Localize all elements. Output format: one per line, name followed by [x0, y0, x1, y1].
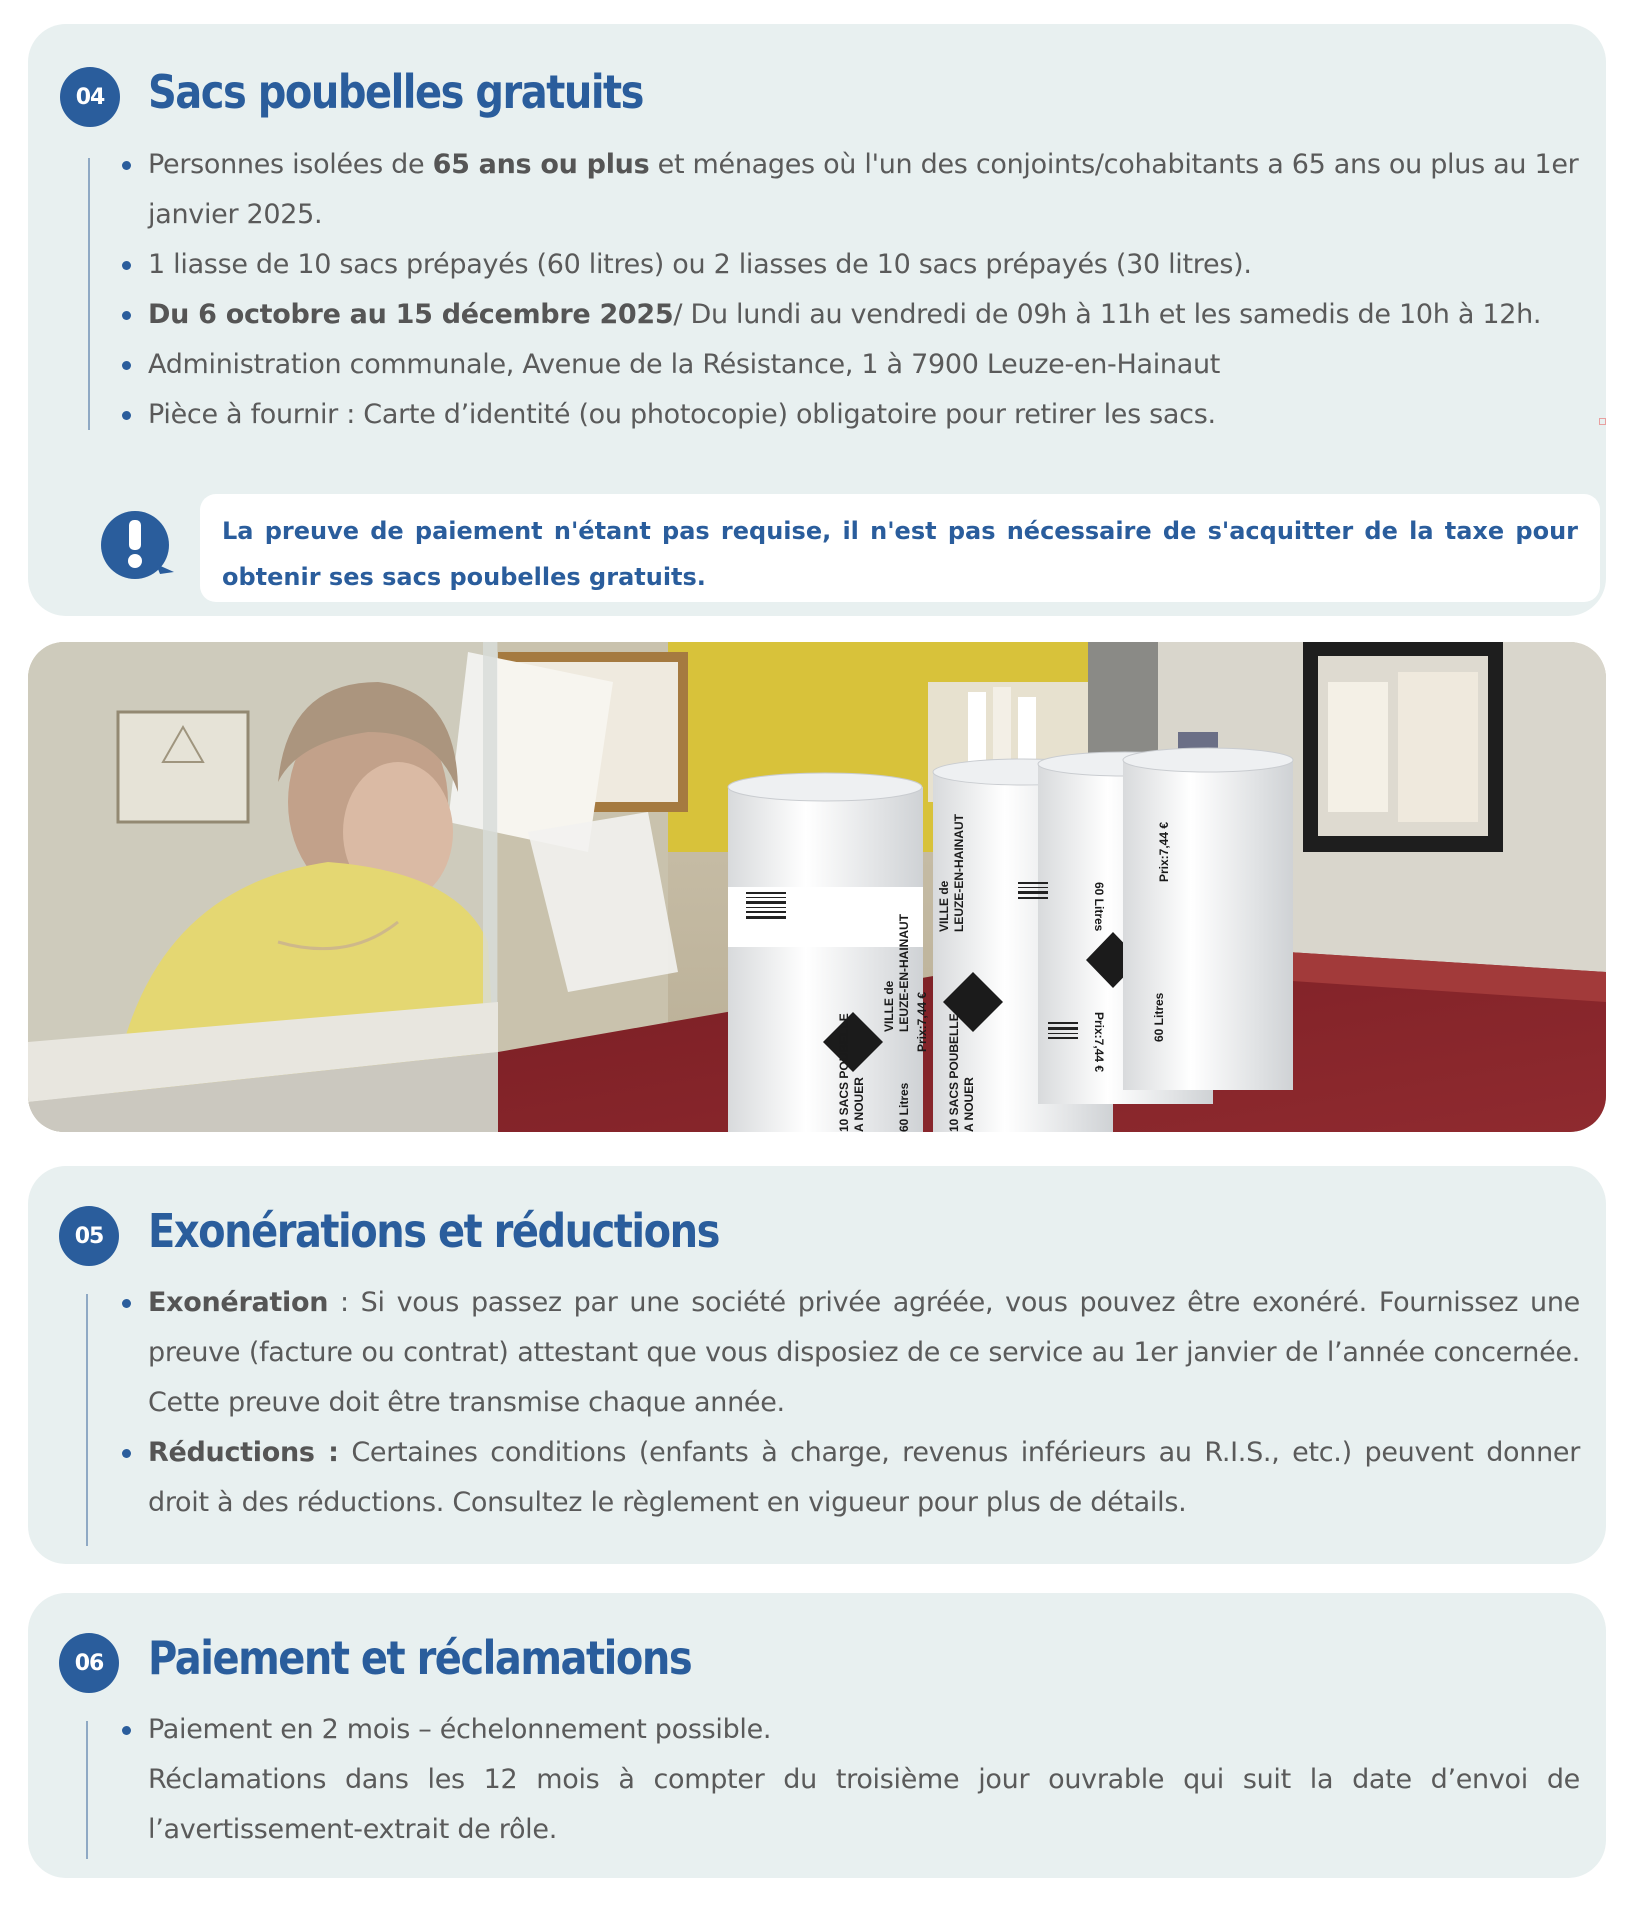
section-title: Sacs poubelles gratuits [148, 66, 643, 120]
bag-label: 10 SACS POUBELLE [947, 1013, 961, 1132]
bag-litres: 60 Litres [897, 1082, 911, 1132]
list-item: Personnes isolées de 65 ans ou plus et ménages où l'un des conjoints/cohabitants a 65 ans ou plus au 1er janvier 2025. [120, 140, 1580, 240]
bag-roll-1 [728, 773, 923, 1132]
list-item: 1 liasse de 10 sacs prépayés (60 litres) ou 2 liasses de 10 sacs prépayés (30 litres). [120, 240, 1580, 290]
bag-brand-line1: VILLE de [937, 880, 951, 932]
bag-litres: 60 Litres [1152, 992, 1166, 1042]
section-number-badge: 04 [60, 67, 120, 127]
section-number-badge: 06 [59, 1633, 119, 1693]
bag-price: Prix:7,44 € [915, 991, 929, 1052]
bag-price: Prix:7,44 € [1092, 1012, 1106, 1073]
bag-price: Prix:7,44 € [1157, 821, 1171, 882]
bag-sub: A NOUER [852, 1077, 866, 1132]
list-item: Administration communale, Avenue de la Résistance, 1 à 7900 Leuze-en-Hainaut [120, 340, 1580, 390]
bag-roll-4 [1123, 748, 1293, 1090]
list-item: Exonération : Si vous passez par une société privée agréée, vous pouvez être exonéré. Fournissez une preuve (facture ou contrat) attestant que vous disposiez de ce service au 1er janvier de l’année concernée. Cette preuve doit être transmise chaque année. [120, 1278, 1580, 1428]
small-marker [1599, 418, 1606, 425]
list-item: Réclamations dans les 12 mois à compter du troisième jour ouvrable qui suit la date d’envoi de l’avertissement-extrait de rôle. [148, 1764, 1580, 1845]
section-divider-line [86, 1294, 88, 1546]
notice-box [200, 494, 1600, 602]
bullet-list [120, 140, 1580, 440]
list-item: Pièce à fournir : Carte d’identité (ou photocopie) obligatoire pour retirer les sacs. [120, 390, 1580, 440]
bag-brand-line2: LEUZE-EN-HAINAUT [897, 914, 911, 1032]
list-item: Paiement en 2 mois – échelonnement possible. [120, 1705, 1580, 1755]
section-title: Exonérations et réductions [148, 1205, 719, 1259]
bullet-list [120, 1278, 1580, 1528]
bag-label: 10 SACS POUBELLE [837, 1013, 851, 1132]
section-06-card [28, 1593, 1606, 1878]
counter-photo [28, 642, 1606, 1132]
section-05-card [28, 1166, 1606, 1564]
section-divider-line [88, 158, 90, 430]
bag-sub: A NOUER [962, 1077, 976, 1132]
section-04-card [28, 24, 1606, 616]
exclamation-icon [98, 508, 178, 582]
list-item: Du 6 octobre au 15 décembre 2025/ Du lundi au vendredi de 09h à 11h et les samedis de 10h à 12h. [120, 290, 1580, 340]
notice-text: La preuve de paiement n'étant pas requise, il n'est pas nécessaire de s'acquitter de la taxe pour obtenir ses sacs poubelles gratuits. [222, 517, 1578, 591]
section-number-badge: 05 [59, 1206, 119, 1266]
bag-litres: 60 Litres [1092, 882, 1106, 932]
list-item: Réductions : Certaines conditions (enfants à charge, revenus inférieurs au R.I.S., etc.) peuvent donner droit à des réductions. Consultez le règlement en vigueur pour plus de détails. [120, 1428, 1580, 1528]
bullet-list [120, 1705, 1580, 1855]
photo-illustration [28, 642, 1606, 1132]
section-divider-line [86, 1721, 88, 1859]
bag-brand-line1: VILLE de [882, 980, 896, 1032]
section-title: Paiement et réclamations [148, 1632, 692, 1686]
bag-brand-line2: LEUZE-EN-HAINAUT [952, 814, 966, 932]
